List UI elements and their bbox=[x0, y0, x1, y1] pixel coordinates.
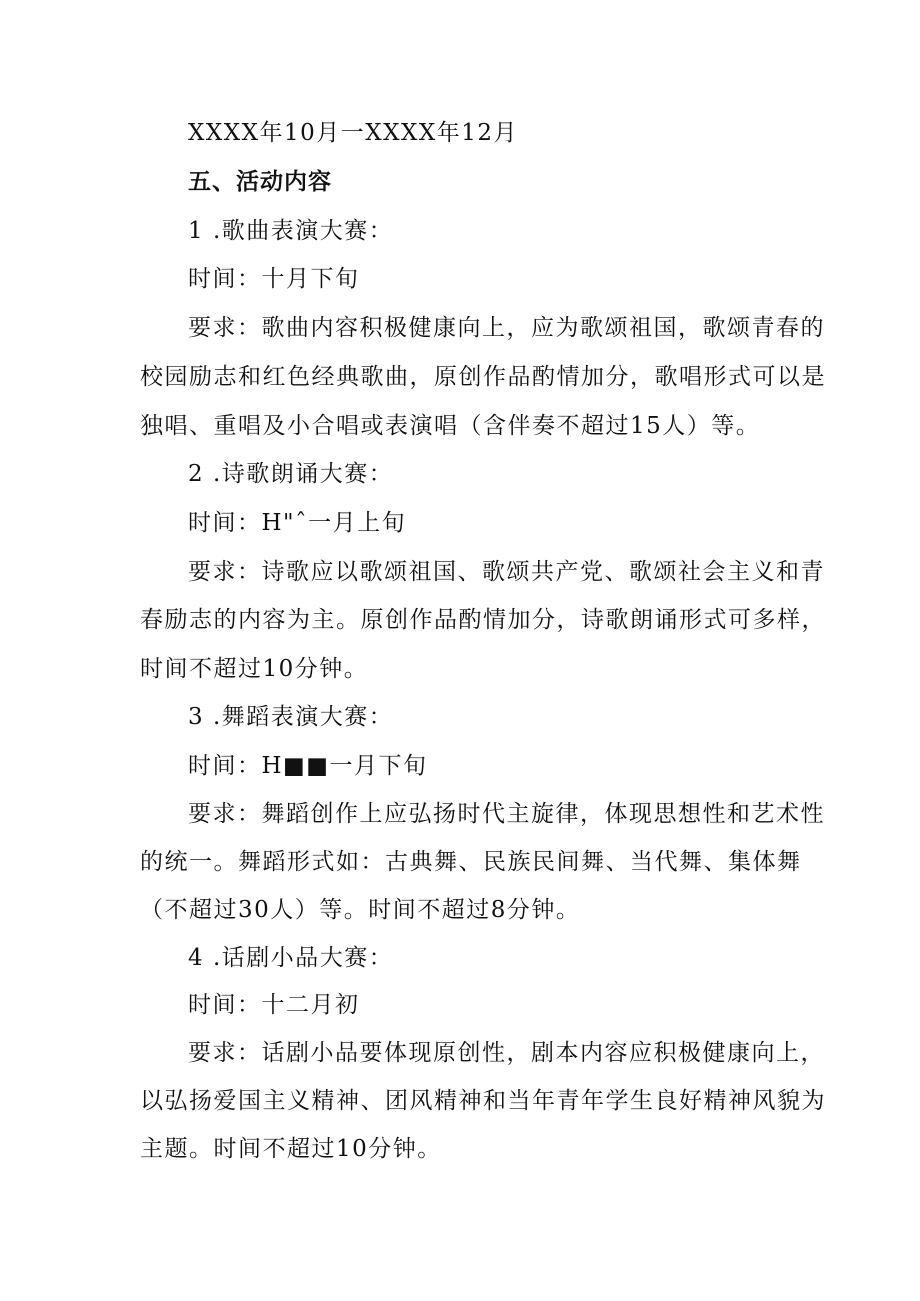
item-requirement-line: 的统一。舞蹈形式如：古典舞、民族民间舞、当代舞、集体舞 bbox=[140, 849, 802, 875]
item-requirement-line: 以弘扬爱国主义精神、团风精神和当年青年学生良好精神风貌为 bbox=[140, 1088, 826, 1114]
item-requirement-line: 校园励志和红色经典歌曲，原创作品酌情加分，歌唱形式可以是 bbox=[140, 364, 826, 390]
section-heading: 五、活动内容 bbox=[188, 169, 332, 195]
item-requirement-line: 时间不超过10分钟。 bbox=[140, 656, 369, 682]
item-requirement-line: 独唱、重唱及小合唱或表演唱（含伴奏不超过15人）等。 bbox=[140, 413, 761, 439]
item-title: 1 .歌曲表演大赛： bbox=[188, 218, 394, 244]
item-requirement-line: 要求：话剧小品要体现原创性，剧本内容应积极健康向上， bbox=[188, 1040, 825, 1066]
item-time: 时间：H"ˆ一月上旬 bbox=[188, 510, 407, 536]
item-requirement-line: 主题。时间不超过10分钟。 bbox=[140, 1136, 442, 1162]
item-time: 时间：H■■一月下旬 bbox=[188, 753, 428, 779]
item-requirement-line: 春励志的内容为主。原创作品酌情加分，诗歌朗诵形式可多样， bbox=[140, 607, 826, 633]
item-title: 2 .诗歌朗诵大赛： bbox=[188, 461, 394, 487]
item-requirement-line: 要求：舞蹈创作上应弘扬时代主旋律，体现思想性和艺术性 bbox=[188, 801, 825, 827]
item-time: 时间：十月下旬 bbox=[188, 266, 360, 292]
item-requirement-line: 要求：诗歌应以歌颂祖国、歌颂共产党、歌颂社会主义和青 bbox=[188, 559, 825, 585]
item-title: 4 .话剧小品大赛： bbox=[188, 945, 394, 971]
activity-period: XXXX年10月一XXXX年12月 bbox=[188, 120, 519, 146]
item-requirement-line: 要求：歌曲内容积极健康向上，应为歌颂祖国，歌颂青春的 bbox=[188, 315, 825, 341]
item-time: 时间：十二月初 bbox=[188, 992, 360, 1018]
item-requirement-line: （不超过30人）等。时间不超过8分钟。 bbox=[140, 897, 581, 923]
item-title: 3 .舞蹈表演大赛： bbox=[188, 704, 394, 730]
